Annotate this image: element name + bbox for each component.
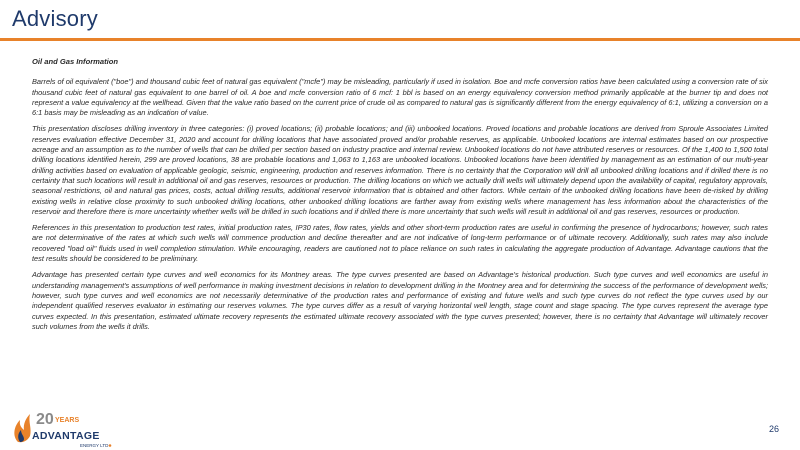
logo-name: ADVANTAGE bbox=[32, 430, 100, 442]
logo-number: 20 bbox=[36, 411, 54, 428]
page-number: 26 bbox=[768, 424, 779, 434]
flame-logo-icon bbox=[14, 414, 30, 442]
logo-years: YEARS bbox=[55, 417, 80, 424]
section-heading: Oil and Gas Information bbox=[32, 57, 119, 66]
paragraph-type-curves: Advantage has presented certain type curves and well economics for its Montney areas. The type curves presented are based on Advantage's historical production. Such type curves and well economics are useful in understanding management's assumptions of well performance in making investment decisions in relation to development drilling in the Montney area and for determining the success of the performance of development wells; however, such type curves and well economics are not necessarily determinative of the production rates and performance of existing and future wells and such type curves do not reflect the type curves used by our independent qualified reserves evaluator in estimating our reserves volumes. The type curves differ as a result of varying horizontal well length, stage count and stage spacing. The type curves represent the average type curves expected. In this presentation, estimated ultimate recovery represents the estimated ultimate recovery associated with the type curves presented; however, there is no certainty that Advantage will ultimately recover such volumes from the wells it drills. bbox=[32, 270, 768, 331]
slide-title: Advisory bbox=[12, 6, 98, 31]
paragraph-test-rates: References in this presentation to production test rates, initial production rates, IP30 rates, flow rates, yields and other short-term production rates are useful in confirming the presence of hydrocarbons; however, such rates are not determinative of the rates at which such wells will commence production and decline thereafter and are not indicative of long-term performance or of ultimate recovery. Additionally, such rates may also include recovered "load oil" fluids used in well completion stimulation. While encouraging, readers are cautioned not to place reliance on such rates in calculating the aggregate production of Advantage. Advantage cautions that the test results should be considered to be preliminary. bbox=[32, 223, 768, 264]
paragraph-boe: Barrels of oil equivalent ("boe") and thousand cubic feet of natural gas equivalent ("mcfe") may be misleading, particularly if used in isolation. Boe and mcfe conversion ratios have been calculated using a conversion rate of six thousand cubic feet of natural gas equivalent to one barrel of oil. A boe and mcfe conversion ratio of 6 mcf: 1 bbl is based on an energy equivalency conversion method primarily applicable at the burner tip and does not represent a value equivalency at the wellhead. Given that the value ratio based on the current price of crude oil as compared to natural gas is significantly different from the energy equivalency of 6:1, utilizing a conversion on a 6:1 basis may be misleading as an indication of value. bbox=[32, 77, 768, 118]
paragraph-drilling-inventory: This presentation discloses drilling inventory in three categories: (i) proved locations; (ii) probable locations; and (iii) unbooked locations. Proved locations and probable locations are derived from Sproule Associates Limited reserves evaluation effective December 31, 2020 and account for drilling locations that have associated proved and/or probable reserves, as applicable. Unbooked locations are internal estimates based on our prospective acreage and an assumption as to the number of wells that can be drilled per section based on industry practice and internal review. Unbooked locations do not have attributed reserves or resources. Of the 1,400 to 1,500 total drilling locations identified herein, 299 are proved locations, 38 are probable locations and 1,063 to 1,163 are unbooked locations. Unbooked locations have been identified by management as an estimation of our multi-year drilling activities based on evaluation of applicable geologic, seismic, engineering, production and reserves information. There is no certainty that the Corporation will drill all unbooked drilling locations and if drilled there is no certainty that such locations will result in additional oil and gas reserves, resources or production. The drilling locations on which we actually drill wells will ultimately depend upon the availability of capital, regulatory approvals, seasonal restrictions, oil and natural gas prices, costs, actual drilling results, additional reservoir information that is obtained and other factors. While certain of the unbooked drilling locations have been de-risked by drilling existing wells in relative close proximity to such unbooked drilling locations, other unbooked drilling locations are farther away from existing wells where management has less information about the characteristics of the reservoir and therefore there is more uncertainty whether wells will be drilled in such locations and if drilled there is more uncertainty that such wells will result in additional oil and gas reserves, resources or production. bbox=[32, 124, 768, 216]
logo-sub: ENERGY LTD bbox=[80, 443, 109, 448]
advisory-body bbox=[32, 57, 768, 338]
company-logo bbox=[8, 406, 118, 450]
title-divider bbox=[0, 38, 800, 41]
